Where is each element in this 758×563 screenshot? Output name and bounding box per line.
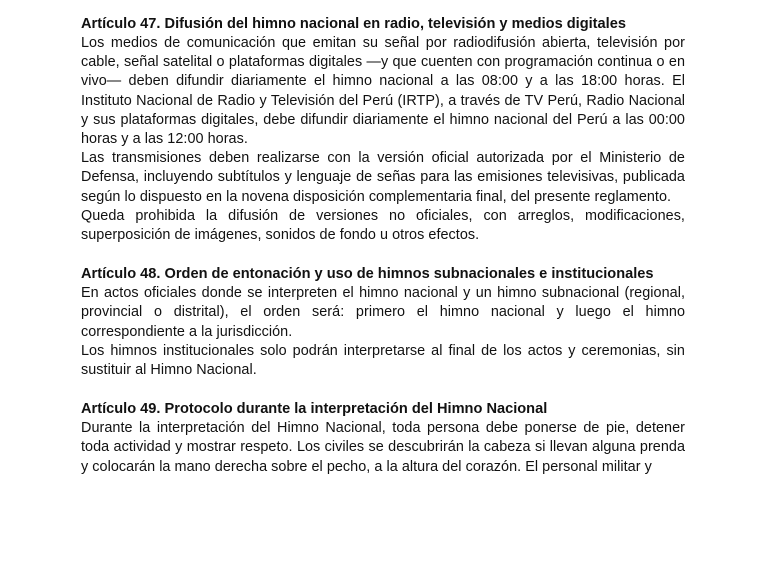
article-47-title: Artículo 47. Difusión del himno nacional en radio, televisión y medios digitales — [81, 16, 626, 32]
article-47-paragraph-2: Las transmisiones deben realizarse con la versión oficial autorizada por el Ministerio de Defensa, incluyendo subtítulos y lenguaje de señas para las emisiones televisivas, publicada según lo dispuesto en la novena disposición complementaria final, del presente reglamento. — [81, 150, 685, 205]
document-page — [81, 15, 685, 477]
article-48 — [81, 265, 685, 380]
article-49-paragraph-1: Durante la interpretación del Himno Nacional, toda persona debe ponerse de pie, detener toda actividad y mostrar respeto. Los civiles se descubrirán la cabeza si llevan alguna prenda y colocarán la mano derecha sobre el pecho, a la altura del corazón. El personal militar y — [81, 420, 685, 475]
article-48-paragraph-2: Los himnos institucionales solo podrán interpretarse al final de los actos y ceremonias, sin sustituir al Himno Nacional. — [81, 342, 685, 379]
article-48-paragraph-1: En actos oficiales donde se interpreten el himno nacional y un himno subnacional (regional, provincial o distrital), el orden será: primero el himno nacional y luego el himno correspondiente a la jurisdicción. — [81, 285, 685, 340]
article-48-title: Artículo 48. Orden de entonación y uso de himnos subnacionales e institucionales — [81, 266, 654, 283]
article-47 — [81, 15, 685, 245]
article-47-paragraph-3: Queda prohibida la difusión de versiones no oficiales, con arreglos, modificaciones, superposición de imágenes, sonidos de fondo u otros efectos. — [81, 207, 685, 244]
article-47-paragraph-1: Los medios de comunicación que emitan su señal por radiodifusión abierta, televisión por cable, señal satelital o plataformas digitales —y que cuenten con programación continua o en vivo— deben difundir diariamente el himno nacional a las 08:00 y a las 18:00 horas. El Instituto Nacional de Radio y Televisión del Perú (IRTP), a través de TV Perú, Radio Nacional y sus plataformas digitales, debe difundir diariamente el himno nacional del Perú a las 00:00 horas y a las 12:00 horas. — [81, 35, 685, 148]
article-49-title: Artículo 49. Protocolo durante la interpretación del Himno Nacional — [81, 401, 548, 418]
article-49 — [81, 400, 685, 477]
